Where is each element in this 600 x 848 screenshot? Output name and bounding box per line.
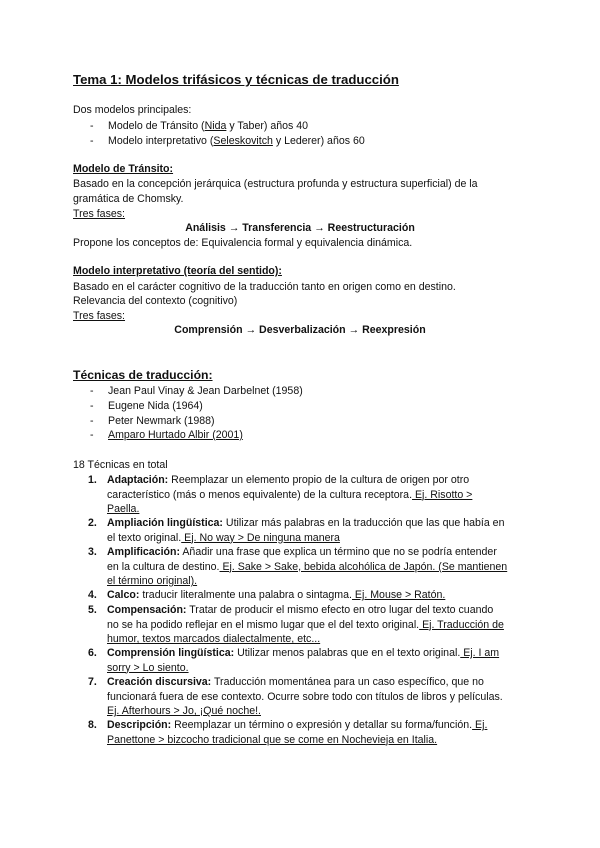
technique-line <box>107 473 469 488</box>
author-item: - Peter Newmark (1988) <box>90 415 215 427</box>
technique-example: Ej. No way > De ninguna manera <box>181 531 340 544</box>
transito-line-2: gramática de Chomsky. <box>73 193 184 205</box>
technique-text: no se ha podido reflejar en el mismo lugar que el del texto original. <box>107 618 420 631</box>
technique-text: funcionará fuera de ese contexto. Ocurre sobre todo con títulos de libros y películas. <box>107 690 503 703</box>
technique-name: Compensación: <box>107 604 187 616</box>
intro-item-1: - Modelo de Tránsito (Nida y Taber) años 40 <box>90 120 309 132</box>
technique-example: el término original). <box>107 575 198 587</box>
technique-number: 6. <box>88 647 97 659</box>
technique-name: Ampliación lingüística: <box>107 517 223 529</box>
technique-example: Ej. Risotto > <box>412 488 473 501</box>
technique-example: Ej. Sake > Sake, bebida alcohólica de Japón. (Se mantienen <box>219 560 508 573</box>
technique-line <box>107 560 507 575</box>
technique-example: humor, textos marcados dialectalmente, etc... <box>107 633 321 645</box>
technique-line <box>107 718 487 733</box>
technique-text: Utilizar menos palabras que en el texto original. <box>234 647 461 659</box>
technique-example: Paella. <box>107 503 140 515</box>
technique-text: Tratar de producir el mismo efecto en otro lugar del texto cuando <box>186 604 494 616</box>
technique-name: Comprensión lingüística: <box>107 647 235 659</box>
intro-heading: Dos modelos principales: <box>73 104 192 116</box>
interpretativo-line-2: Relevancia del contexto (cognitivo) <box>73 295 238 307</box>
technique-text: Añadir una frase que explica un término que no se podría entender <box>180 546 497 558</box>
technique-number: 8. <box>88 719 97 731</box>
interpretativo-heading: Modelo interpretativo (teoría del sentido): <box>73 265 282 277</box>
interpretativo-line-1: Basado en el carácter cognitivo de la traducción tanto en origen como en destino. <box>73 281 456 293</box>
technique-example: Ej. I am <box>460 647 500 659</box>
technique-example: Panettone > bizcocho tradicional que se come en Nochevieja en Italia. <box>107 733 438 746</box>
nida-link[interactable]: Nida <box>204 120 227 132</box>
intro-item-2: - Modelo interpretativo (Seleskovitch y Lederer) años 60 <box>90 135 365 147</box>
technique-number: 1. <box>88 474 97 486</box>
author-item-hurtado: - Amparo Hurtado Albir (2001) <box>90 429 243 441</box>
technique-text: Utilizar más palabras en la traducción que las que había en <box>222 517 505 529</box>
technique-line <box>107 516 504 531</box>
technique-number: 7. <box>88 676 97 688</box>
tecnicas-heading: Técnicas de traducción: <box>73 368 213 382</box>
technique-line <box>107 675 484 690</box>
hurtado-link[interactable]: Amparo Hurtado Albir (2001) <box>108 429 243 441</box>
seleskovitch-link[interactable]: Seleskovitch <box>213 135 273 147</box>
technique-number: 4. <box>88 589 97 601</box>
technique-name: Calco: <box>107 589 140 601</box>
technique-number: 3. <box>88 546 97 558</box>
transito-heading: Modelo de Tránsito: <box>73 163 174 175</box>
technique-example: Ej. Traducción de <box>419 618 504 631</box>
technique-text: Reemplazar un término o expresión y detallar su forma/función. <box>171 719 473 731</box>
technique-line <box>107 488 472 503</box>
transito-fases: Análisis → Transferencia → Reestructuración <box>185 222 415 234</box>
technique-text: característico (más o menos equivalente) de la cultura receptora. <box>107 488 413 501</box>
technique-text: el texto original. <box>107 531 182 544</box>
technique-line <box>107 690 503 705</box>
technique-text: traducir literalmente una palabra o sintagma. <box>139 589 352 601</box>
technique-line <box>107 588 445 603</box>
technique-text: Traducción momentánea para un caso específico, que no <box>211 676 484 688</box>
tecnicas-total: 18 Técnicas en total <box>73 459 168 471</box>
technique-line <box>107 603 493 618</box>
technique-number: 2. <box>88 517 97 529</box>
technique-name: Descripción: <box>107 719 172 731</box>
technique-line <box>107 661 189 676</box>
technique-example: Ej. <box>472 719 488 731</box>
transito-line-1: Basado en la concepción jerárquica (estructura profunda y estructura superficial) de la <box>73 178 478 190</box>
technique-number: 5. <box>88 604 97 616</box>
author-item: - Jean Paul Vinay & Jean Darbelnet (1958) <box>90 385 303 397</box>
technique-example: Ej. Afterhours > Jo, ¡Qué noche!. <box>107 705 261 717</box>
page-title: Tema 1: Modelos trifásicos y técnicas de traducción <box>73 72 399 87</box>
technique-line <box>107 733 437 748</box>
technique-line <box>107 531 340 546</box>
transito-fases-label: Tres fases: <box>73 208 126 220</box>
technique-line <box>107 618 504 633</box>
author-item: - Eugene Nida (1964) <box>90 400 203 412</box>
technique-name: Adaptación: <box>107 474 169 486</box>
interpretativo-fases: Comprensión → Desverbalización → Reexpresión <box>174 324 426 336</box>
technique-name: Creación discursiva: <box>107 676 212 688</box>
transito-conceptos: Propone los conceptos de: Equivalencia formal y equivalencia dinámica. <box>73 237 413 249</box>
technique-text: Reemplazar un elemento propio de la cultura de origen por otro <box>168 474 470 486</box>
interpretativo-fases-label: Tres fases: <box>73 310 126 322</box>
technique-text: en la cultura de destino. <box>107 560 220 573</box>
technique-line <box>107 646 499 661</box>
technique-name: Amplificación: <box>107 546 180 558</box>
technique-line <box>107 545 497 560</box>
technique-example: Ej. Mouse > Ratón. <box>351 589 446 601</box>
technique-example: sorry > Lo siento. <box>107 661 189 674</box>
